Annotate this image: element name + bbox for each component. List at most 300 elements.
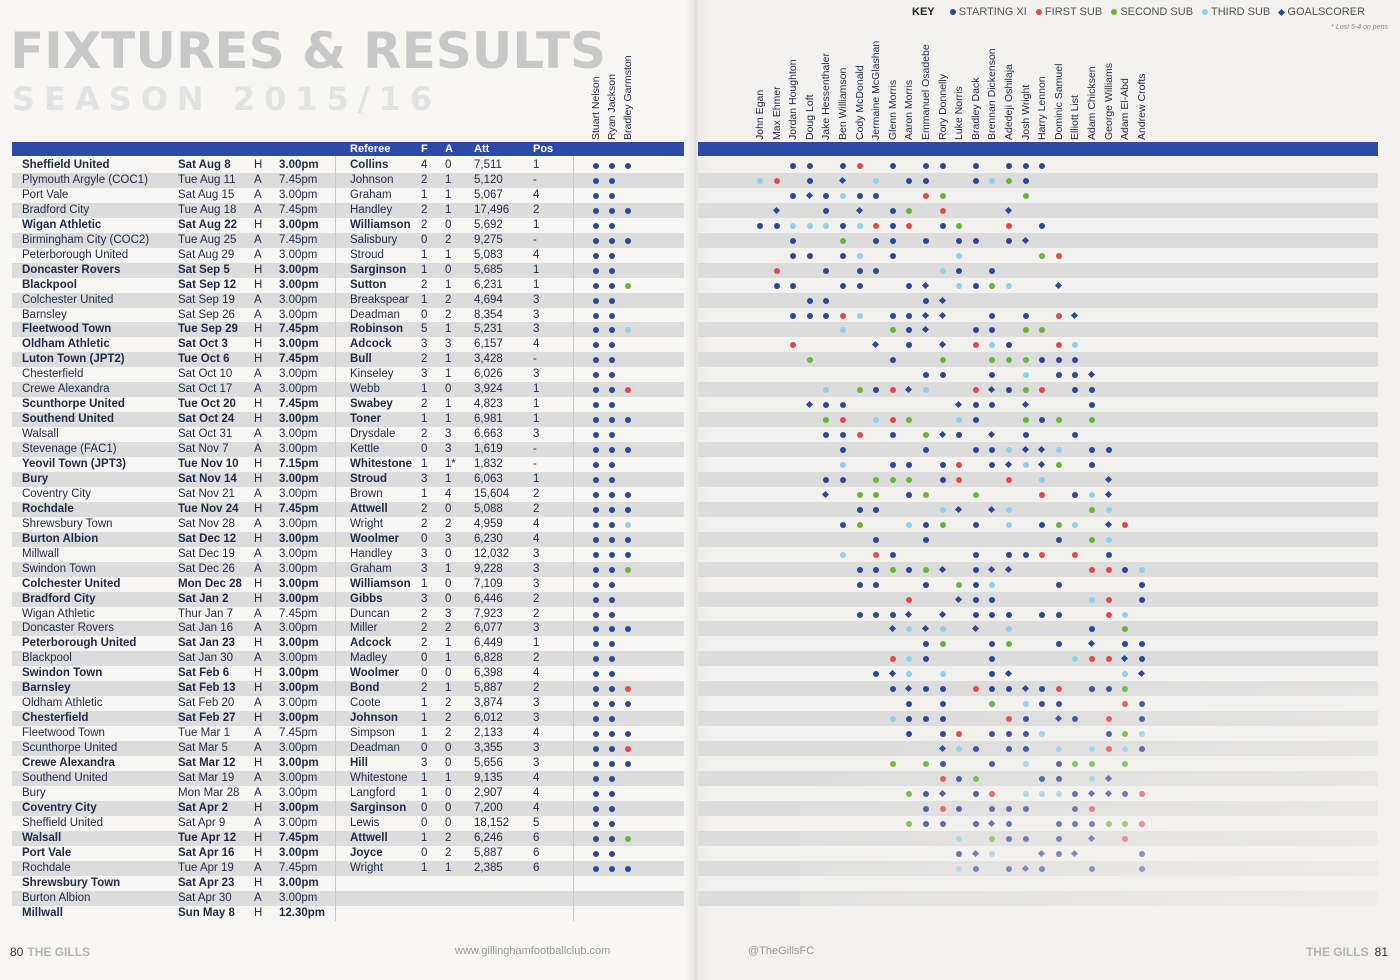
appearance-dot-icon bbox=[989, 178, 995, 184]
player-name-header: John Egan bbox=[754, 89, 766, 140]
opponent-cell: Crewe Alexandra bbox=[22, 383, 110, 396]
appearance-dot-icon bbox=[873, 387, 879, 393]
appearance-dot-icon bbox=[1006, 821, 1012, 827]
position-cell: 3 bbox=[533, 577, 540, 590]
kickoff-cell: 3.00pm bbox=[279, 188, 318, 201]
goalscorer-diamond-icon bbox=[1022, 685, 1029, 692]
appearance-dot-icon bbox=[857, 507, 863, 513]
position-cell: 1 bbox=[533, 278, 540, 291]
appearance-dot-icon bbox=[1006, 866, 1012, 872]
venue-cell: H bbox=[254, 218, 263, 231]
goalscorer-diamond-icon bbox=[922, 282, 929, 289]
appearance-dot-icon bbox=[609, 283, 615, 289]
appearance-dot-icon bbox=[1006, 731, 1012, 737]
position-cell: 6 bbox=[533, 861, 540, 874]
appearance-dot-icon bbox=[1006, 342, 1012, 348]
goals-for-cell: 2 bbox=[421, 622, 428, 635]
kickoff-cell: 3.00pm bbox=[279, 712, 319, 725]
appearance-dot-icon bbox=[593, 432, 599, 438]
appearance-dot-icon bbox=[973, 746, 979, 752]
footer-twitter[interactable]: @TheGillsFC bbox=[748, 945, 815, 957]
appearance-dot-icon bbox=[593, 313, 599, 319]
appearance-dot-icon bbox=[1023, 313, 1029, 319]
goals-for-cell: 0 bbox=[421, 233, 428, 246]
goalscorer-diamond-icon bbox=[1105, 790, 1112, 797]
attendance-cell: 5,692 bbox=[474, 218, 503, 231]
referee-cell: Graham bbox=[350, 562, 392, 575]
appearance-dot-icon bbox=[609, 522, 615, 528]
appearance-dot-icon bbox=[857, 612, 863, 618]
goalscorer-diamond-icon bbox=[972, 850, 979, 857]
goalscorer-diamond-icon bbox=[1071, 311, 1078, 318]
attendance-cell: 6,012 bbox=[474, 712, 503, 725]
appearance-dot-icon bbox=[823, 417, 829, 423]
appearance-dot-icon bbox=[1122, 626, 1128, 632]
goals-against-cell: 3 bbox=[445, 428, 452, 441]
appearance-dot-icon bbox=[1006, 507, 1012, 513]
appearance-dot-icon bbox=[807, 178, 813, 184]
appearance-dot-icon bbox=[906, 821, 912, 827]
appearance-dot-icon bbox=[609, 656, 615, 662]
goalscorer-diamond-icon bbox=[1055, 282, 1062, 289]
appearance-dot-icon bbox=[1139, 821, 1145, 827]
position-cell: 4 bbox=[533, 517, 540, 530]
appearance-dot-icon bbox=[956, 283, 962, 289]
position-cell: 3 bbox=[533, 697, 540, 710]
appearance-dot-icon bbox=[1072, 372, 1078, 378]
attendance-cell: 6,026 bbox=[474, 368, 503, 381]
appearance-dot-icon bbox=[1039, 522, 1045, 528]
appearance-dot-icon bbox=[625, 686, 631, 692]
venue-cell: A bbox=[254, 173, 262, 186]
appearance-dot-icon bbox=[1106, 716, 1112, 722]
referee-cell: Graham bbox=[350, 188, 392, 201]
appearance-dot-icon bbox=[1039, 357, 1045, 363]
appearance-dot-icon bbox=[1089, 447, 1095, 453]
position-cell: 3 bbox=[533, 712, 540, 725]
opponent-cell: Luton Town (JPT2) bbox=[22, 353, 125, 366]
date-cell: Sat Apr 2 bbox=[178, 801, 229, 814]
appearance-dot-icon bbox=[940, 761, 946, 767]
appearance-dot-icon bbox=[973, 447, 979, 453]
appearance-dot-icon bbox=[1072, 492, 1078, 498]
attendance-cell: 5,088 bbox=[474, 502, 503, 515]
referee-cell: Toner bbox=[350, 413, 382, 426]
opponent-cell: Coventry City bbox=[22, 487, 92, 500]
opponent-cell: Peterborough United bbox=[22, 248, 129, 261]
goalscorer-diamond-icon bbox=[1088, 640, 1095, 647]
opponent-cell: Swindon Town bbox=[22, 562, 96, 575]
referee-cell: Deadman bbox=[350, 742, 400, 755]
position-cell: - bbox=[533, 233, 537, 246]
appearance-dot-icon bbox=[923, 656, 929, 662]
appearance-dot-icon bbox=[1089, 761, 1095, 767]
appearance-dot-icon bbox=[1039, 163, 1045, 169]
kickoff-cell: 3.00pm bbox=[279, 532, 319, 545]
appearance-dot-icon bbox=[923, 716, 929, 722]
position-cell: 3 bbox=[533, 323, 540, 336]
goals-against-cell: 1 bbox=[445, 472, 452, 485]
player-name-header: Josh Wright bbox=[1019, 84, 1032, 140]
appearance-dot-icon bbox=[923, 492, 929, 498]
goalscorer-diamond-icon bbox=[988, 506, 995, 513]
goals-for-cell: 1 bbox=[421, 188, 428, 201]
appearance-dot-icon bbox=[1039, 223, 1045, 229]
appearance-dot-icon bbox=[1006, 552, 1012, 558]
venue-cell: A bbox=[254, 652, 262, 665]
position-cell: 4 bbox=[533, 338, 540, 351]
kickoff-cell: 7.15pm bbox=[279, 458, 319, 470]
opponent-cell: Fleetwood Town bbox=[22, 727, 105, 740]
appearance-dot-icon bbox=[1039, 253, 1045, 259]
appearance-dot-icon bbox=[593, 597, 599, 603]
appearance-dot-icon bbox=[940, 671, 946, 677]
appearance-dot-icon bbox=[1089, 507, 1095, 513]
opponent-cell: Scunthorpe United bbox=[22, 742, 118, 755]
appearance-dot-icon bbox=[1072, 522, 1078, 528]
goals-for-cell: 3 bbox=[421, 592, 428, 605]
appearance-dot-icon bbox=[1006, 522, 1012, 528]
referee-cell: Handley bbox=[350, 547, 393, 560]
date-cell: Sat Jan 30 bbox=[178, 652, 233, 665]
appearance-dot-icon bbox=[1039, 387, 1045, 393]
appearance-dot-icon bbox=[823, 193, 829, 199]
appearance-dot-icon bbox=[609, 866, 615, 872]
goals-for-cell: 2 bbox=[421, 398, 428, 411]
position-cell: - bbox=[533, 458, 537, 470]
referee-cell: Handley bbox=[350, 203, 393, 216]
appearance-dot-icon bbox=[923, 686, 929, 692]
date-cell: Tue Aug 25 bbox=[178, 233, 237, 246]
date-cell: Sat Mar 19 bbox=[178, 771, 235, 784]
appearance-dot-icon bbox=[790, 238, 796, 244]
appearance-dot-icon bbox=[609, 552, 615, 558]
appearance-dot-icon bbox=[1122, 686, 1128, 692]
date-cell: Sat Apr 9 bbox=[178, 816, 226, 829]
appearance-dot-icon bbox=[1089, 656, 1095, 662]
appearance-dot-icon bbox=[609, 731, 615, 737]
appearance-dot-icon bbox=[807, 313, 813, 319]
appearance-dot-icon bbox=[857, 567, 863, 573]
appearance-dot-icon bbox=[840, 522, 846, 528]
appearance-dot-icon bbox=[593, 402, 599, 408]
appearance-dot-icon bbox=[923, 178, 929, 184]
appearance-dot-icon bbox=[890, 761, 896, 767]
appearance-dot-icon bbox=[906, 716, 912, 722]
appearance-dot-icon bbox=[609, 313, 615, 319]
position-cell: 2 bbox=[533, 502, 540, 515]
appearance-dot-icon bbox=[857, 387, 863, 393]
player-name-headers bbox=[0, 0, 1400, 140]
opponent-cell: Burton Albion bbox=[22, 532, 99, 545]
appearance-dot-icon bbox=[1006, 806, 1012, 812]
appearance-dot-icon bbox=[823, 313, 829, 319]
appearance-dot-icon bbox=[906, 492, 912, 498]
appearance-dot-icon bbox=[774, 178, 780, 184]
appearance-dot-icon bbox=[1023, 178, 1029, 184]
appearance-dot-icon bbox=[973, 238, 979, 244]
goals-for-cell: 1 bbox=[421, 861, 428, 874]
appearance-dot-icon bbox=[1006, 612, 1012, 618]
venue-cell: A bbox=[254, 697, 262, 710]
appearance-dot-icon bbox=[823, 432, 829, 438]
kickoff-cell: 7.45pm bbox=[279, 727, 318, 740]
opponent-cell: Wigan Athletic bbox=[22, 607, 95, 620]
kickoff-cell: 3.00pm bbox=[279, 786, 318, 799]
appearance-dot-icon bbox=[1056, 372, 1062, 378]
referee-cell: Attwell bbox=[350, 502, 388, 515]
appearance-dot-icon bbox=[609, 417, 615, 423]
appearance-dot-icon bbox=[1039, 417, 1045, 423]
kickoff-cell: 3.00pm bbox=[279, 517, 318, 530]
key-third-sub-label: THIRD SUB bbox=[1210, 6, 1271, 18]
venue-cell: H bbox=[254, 757, 263, 769]
appearance-dot-icon bbox=[1072, 656, 1078, 662]
opponent-cell: Barnsley bbox=[22, 682, 71, 695]
attendance-cell: 9,135 bbox=[474, 771, 503, 784]
appearance-dot-icon bbox=[989, 701, 995, 707]
venue-cell: A bbox=[254, 188, 262, 201]
appearance-dot-icon bbox=[1039, 686, 1045, 692]
footer-left-label: THE GILLS bbox=[27, 945, 91, 959]
appearance-dot-icon bbox=[857, 193, 863, 199]
referee-cell: Wright bbox=[350, 517, 384, 530]
opponent-cell: Colchester United bbox=[22, 293, 114, 306]
goals-against-cell: 1 bbox=[445, 562, 452, 575]
goals-for-cell: 2 bbox=[421, 682, 428, 695]
appearance-dot-icon bbox=[1006, 178, 1012, 184]
date-cell: Sat Nov 28 bbox=[178, 517, 235, 530]
venue-cell: A bbox=[254, 203, 262, 216]
appearance-dot-icon bbox=[823, 402, 829, 408]
opponent-cell: Crewe Alexandra bbox=[22, 757, 115, 769]
referee-cell: Adcock bbox=[350, 637, 392, 650]
appearance-dot-icon bbox=[840, 477, 846, 483]
attendance-cell: 7,109 bbox=[474, 577, 503, 590]
appearance-dot-icon bbox=[989, 357, 995, 363]
appearance-dot-icon bbox=[890, 253, 896, 259]
goals-against-cell: 1 bbox=[445, 682, 452, 695]
appearance-dot-icon bbox=[857, 492, 863, 498]
appearance-dot-icon bbox=[593, 716, 599, 722]
goalscorer-diamond-icon bbox=[1105, 476, 1112, 483]
date-cell: Sat Oct 17 bbox=[178, 383, 233, 396]
date-cell: Sat Apr 16 bbox=[178, 846, 235, 859]
referee-cell: Langford bbox=[350, 786, 396, 799]
venue-cell: H bbox=[254, 592, 263, 605]
season-subtitle: SEASON 2015/16 bbox=[12, 80, 442, 118]
player-name-header: Jake Hessenthaler bbox=[820, 53, 833, 140]
appearance-dot-icon bbox=[873, 671, 879, 677]
venue-cell: H bbox=[254, 413, 263, 426]
appearance-dot-icon bbox=[890, 163, 896, 169]
venue-cell: H bbox=[254, 801, 263, 814]
goalscorer-diamond-icon bbox=[1088, 790, 1095, 797]
opponent-cell: Rochdale bbox=[22, 502, 74, 515]
attendance-cell: 6,449 bbox=[474, 637, 503, 650]
goals-against-cell: 2 bbox=[445, 622, 452, 635]
attendance-cell: 6,398 bbox=[474, 667, 503, 680]
goalscorer-diamond-icon bbox=[905, 685, 912, 692]
position-cell: 3 bbox=[533, 742, 540, 755]
opponent-cell: Southend United bbox=[22, 413, 114, 426]
opponent-cell: Oldham Athletic bbox=[22, 338, 110, 351]
appearance-dot-icon bbox=[625, 327, 631, 333]
goalscorer-diamond-icon bbox=[988, 386, 995, 393]
appearance-dot-icon bbox=[890, 387, 896, 393]
goalscorer-diamond-icon bbox=[1005, 461, 1012, 468]
goals-for-cell: 2 bbox=[421, 502, 428, 515]
appearance-dot-icon bbox=[956, 866, 962, 872]
kickoff-cell: 3.00pm bbox=[279, 547, 318, 560]
appearance-dot-icon bbox=[1089, 387, 1095, 393]
appearance-dot-icon bbox=[625, 731, 631, 737]
appearance-dot-icon bbox=[593, 641, 599, 647]
opponent-cell: Bradford City bbox=[22, 592, 96, 605]
position-cell: 1 bbox=[533, 472, 540, 485]
kickoff-cell: 7.45pm bbox=[279, 323, 319, 336]
appearance-dot-icon bbox=[593, 701, 599, 707]
appearance-dot-icon bbox=[807, 357, 813, 363]
date-cell: Tue Nov 10 bbox=[178, 458, 239, 470]
kickoff-cell: 7.45pm bbox=[279, 502, 319, 515]
appearance-dot-icon bbox=[840, 402, 846, 408]
appearance-dot-icon bbox=[973, 821, 979, 827]
goalscorer-diamond-icon bbox=[955, 401, 962, 408]
appearance-dot-icon bbox=[1106, 447, 1112, 453]
venue-cell: A bbox=[254, 771, 262, 784]
appearance-dot-icon bbox=[890, 612, 896, 618]
goals-against-cell: 3 bbox=[445, 338, 452, 351]
appearance-dot-icon bbox=[1089, 402, 1095, 408]
appearance-dot-icon bbox=[890, 716, 896, 722]
appearance-dot-icon bbox=[609, 686, 615, 692]
venue-cell: H bbox=[254, 472, 263, 485]
appearance-dot-icon bbox=[609, 641, 615, 647]
appearance-dot-icon bbox=[923, 761, 929, 767]
kickoff-cell: 7.45pm bbox=[279, 173, 318, 186]
appearance-dot-icon bbox=[923, 641, 929, 647]
referee-cell: Attwell bbox=[350, 831, 388, 844]
header-position: Pos bbox=[533, 143, 554, 155]
appearance-dot-icon bbox=[940, 208, 946, 214]
appearance-dot-icon bbox=[790, 342, 796, 348]
goals-for-cell: 0 bbox=[421, 667, 428, 680]
opponent-cell: Walsall bbox=[22, 428, 59, 441]
appearance-dot-icon bbox=[973, 582, 979, 588]
appearance-dot-icon bbox=[1106, 686, 1112, 692]
goals-for-cell: 1 bbox=[421, 771, 428, 784]
appearance-dot-icon bbox=[609, 357, 615, 363]
appearance-dot-icon bbox=[989, 656, 995, 662]
player-name-header: Aaron Morris bbox=[903, 79, 916, 140]
referee-cell: Hill bbox=[350, 757, 368, 769]
appearance-dot-icon bbox=[973, 163, 979, 169]
venue-cell: A bbox=[254, 517, 262, 530]
appearance-dot-icon bbox=[790, 313, 796, 319]
appearance-dot-icon bbox=[906, 671, 912, 677]
appearance-dot-icon bbox=[923, 372, 929, 378]
kickoff-cell: 3.00pm bbox=[279, 383, 318, 396]
footer-left bbox=[10, 945, 90, 959]
appearance-dot-icon bbox=[1056, 612, 1062, 618]
appearance-dot-icon bbox=[1039, 612, 1045, 618]
opponent-cell: Doncaster Rovers bbox=[22, 622, 115, 635]
appearance-dot-icon bbox=[1039, 776, 1045, 782]
appearance-dot-icon bbox=[1056, 417, 1062, 423]
appearance-dot-icon bbox=[593, 163, 599, 169]
appearance-dot-icon bbox=[940, 477, 946, 483]
appearance-dot-icon bbox=[790, 193, 796, 199]
appearance-dot-icon bbox=[973, 791, 979, 797]
appearance-dot-icon bbox=[609, 253, 615, 259]
goals-for-cell: 1 bbox=[421, 487, 428, 500]
goals-against-cell: 0 bbox=[445, 816, 452, 829]
appearance-dot-icon bbox=[1089, 686, 1095, 692]
appearance-dot-icon bbox=[940, 507, 946, 513]
player-name-header: Rory Donnelly bbox=[936, 74, 949, 140]
opponent-cell: Plymouth Argyle (COC1) bbox=[22, 173, 148, 186]
appearance-dot-icon bbox=[940, 223, 946, 229]
appearance-dot-icon bbox=[823, 268, 829, 274]
appearance-dot-icon bbox=[973, 612, 979, 618]
appearance-dot-icon bbox=[940, 357, 946, 363]
appearance-dot-icon bbox=[1023, 552, 1029, 558]
position-cell: - bbox=[533, 353, 537, 366]
appearance-dot-icon bbox=[593, 283, 599, 289]
goals-against-cell: 1 bbox=[445, 637, 452, 650]
appearance-dot-icon bbox=[823, 298, 829, 304]
appearance-dot-icon bbox=[1139, 582, 1145, 588]
goalscorer-diamond-icon bbox=[1121, 655, 1128, 662]
appearance-dot-icon bbox=[906, 656, 912, 662]
date-cell: Sat Aug 8 bbox=[178, 159, 231, 171]
attendance-cell: 5,887 bbox=[474, 846, 503, 859]
venue-cell: A bbox=[254, 816, 262, 829]
appearance-dot-icon bbox=[593, 208, 599, 214]
appearance-dot-icon bbox=[1072, 387, 1078, 393]
appearance-dot-icon bbox=[774, 283, 780, 289]
venue-cell: H bbox=[254, 159, 263, 171]
opponent-cell: Port Vale bbox=[22, 188, 69, 201]
appearance-dot-icon bbox=[973, 387, 979, 393]
goalscorer-diamond-icon bbox=[872, 341, 879, 348]
attendance-cell: 6,231 bbox=[474, 278, 503, 291]
appearance-dot-icon bbox=[873, 612, 879, 618]
appearance-dot-icon bbox=[1056, 776, 1062, 782]
appearance-dot-icon bbox=[593, 806, 599, 812]
appearance-dot-icon bbox=[890, 327, 896, 333]
attendance-cell: 5,083 bbox=[474, 248, 503, 261]
referee-cell: Sarginson bbox=[350, 801, 407, 814]
appearance-dot-icon bbox=[625, 761, 631, 767]
referee-cell: Stroud bbox=[350, 472, 388, 485]
attendance-cell: 6,063 bbox=[474, 472, 503, 485]
goals-for-cell: 2 bbox=[421, 607, 428, 620]
appearance-dot-icon bbox=[593, 791, 599, 797]
goals-against-cell: 0 bbox=[445, 592, 452, 605]
appearance-dot-icon bbox=[1072, 761, 1078, 767]
referee-cell: Whitestone bbox=[350, 458, 412, 470]
appearance-dot-icon bbox=[1139, 731, 1145, 737]
appearance-dot-icon bbox=[625, 552, 631, 558]
goalscorer-diamond-icon bbox=[1071, 850, 1078, 857]
footer-website[interactable]: www.gillinghamfootballclub.com bbox=[455, 945, 611, 957]
goalscorer-diamond-icon bbox=[839, 177, 846, 184]
appearance-dot-icon bbox=[973, 686, 979, 692]
appearance-dot-icon bbox=[1106, 537, 1112, 543]
appearance-dot-icon bbox=[1106, 656, 1112, 662]
